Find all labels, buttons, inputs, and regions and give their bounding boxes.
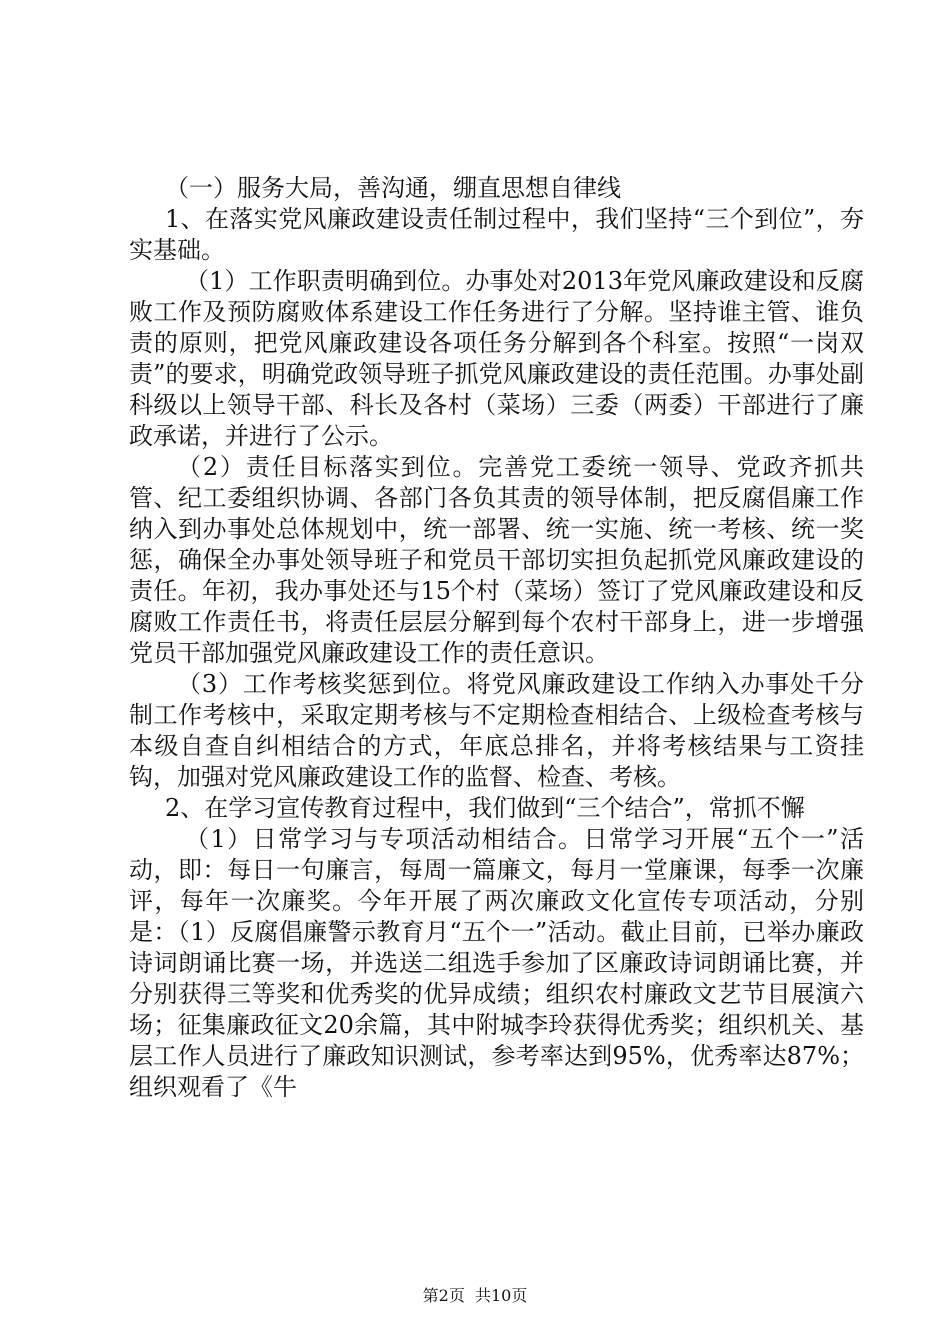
document-body <box>129 173 864 1103</box>
paragraph: （1）工作职责明确到位。办事处对2013年党风廉政建设和反腐败工作及预防腐败体系建设工作任务进行了分解。坚持谁主管、谁负责的原则，把党风廉政建设各项任务分解到各个科室。按照“一岗双责”的要求，明确党政领导班子抓党风廉政建设的责任范围。办事处副科级以上领导干部、科长及各村（菜场）三委（两委）干部进行了廉政承诺，并进行了公示。 <box>129 267 864 450</box>
page-footer: 第2页 共10页 <box>422 1286 528 1305</box>
paragraph: （1）日常学习与专项活动相结合。日常学习开展“五个一”活动，即：每日一句廉言，每周一篇廉文，每月一堂廉课，每季一次廉评，每年一次廉奖。今年开展了两次廉政文化宣传专项活动，分别是：（1）反腐倡廉警示教育月“五个一”活动。截止目前，已举办廉政诗词朗诵比赛一场，并选送二组选手参加了区廉政诗词朗诵比赛，并分别获得三等奖和优秀奖的优异成绩；组织农村廉政文艺节目展演六场；征集廉政征文20余篇，其中附城李玲获得优秀奖；组织机关、基层工作人员进行了廉政知识测试，参考率达到95%，优秀率达87%；组织观看了《牛 <box>129 825 864 1101</box>
paragraph: 2、在学习宣传教育过程中，我们做到“三个结合”，常抓不懈 <box>165 794 805 822</box>
paragraph: 1、在落实党风廉政建设责任制过程中，我们坚持“三个到位”，夯实基础。 <box>129 205 864 264</box>
paragraph: （2）责任目标落实到位。完善党工委统一领导、党政齐抓共管、纪工委组织协调、各部门各负其责的领导体制，把反腐倡廉工作纳入到办事处总体规划中，统一部署、统一实施、统一考核、统一奖惩，确保全办事处领导班子和党员干部切实担负起抓党风廉政建设的责任。年初，我办事处还与15个村（菜场）签订了党风廉政建设和反腐败工作责任书，将责任层层分解到每个农村干部身上，进一步增强党员干部加强党风廉政建设工作的责任意识。 <box>129 453 864 667</box>
paragraph: （3）工作考核奖惩到位。将党风廉政建设工作纳入办事处千分制工作考核中，采取定期考核与不定期检查相结合、上级检查考核与本级自查自纠相结合的方式，年底总排名，并将考核结果与工资挂钩，加强对党风廉政建设工作的监督、检查、考核。 <box>129 670 864 791</box>
section-heading: （一）服务大局，善沟通，绷直思想自律线 <box>165 174 621 202</box>
